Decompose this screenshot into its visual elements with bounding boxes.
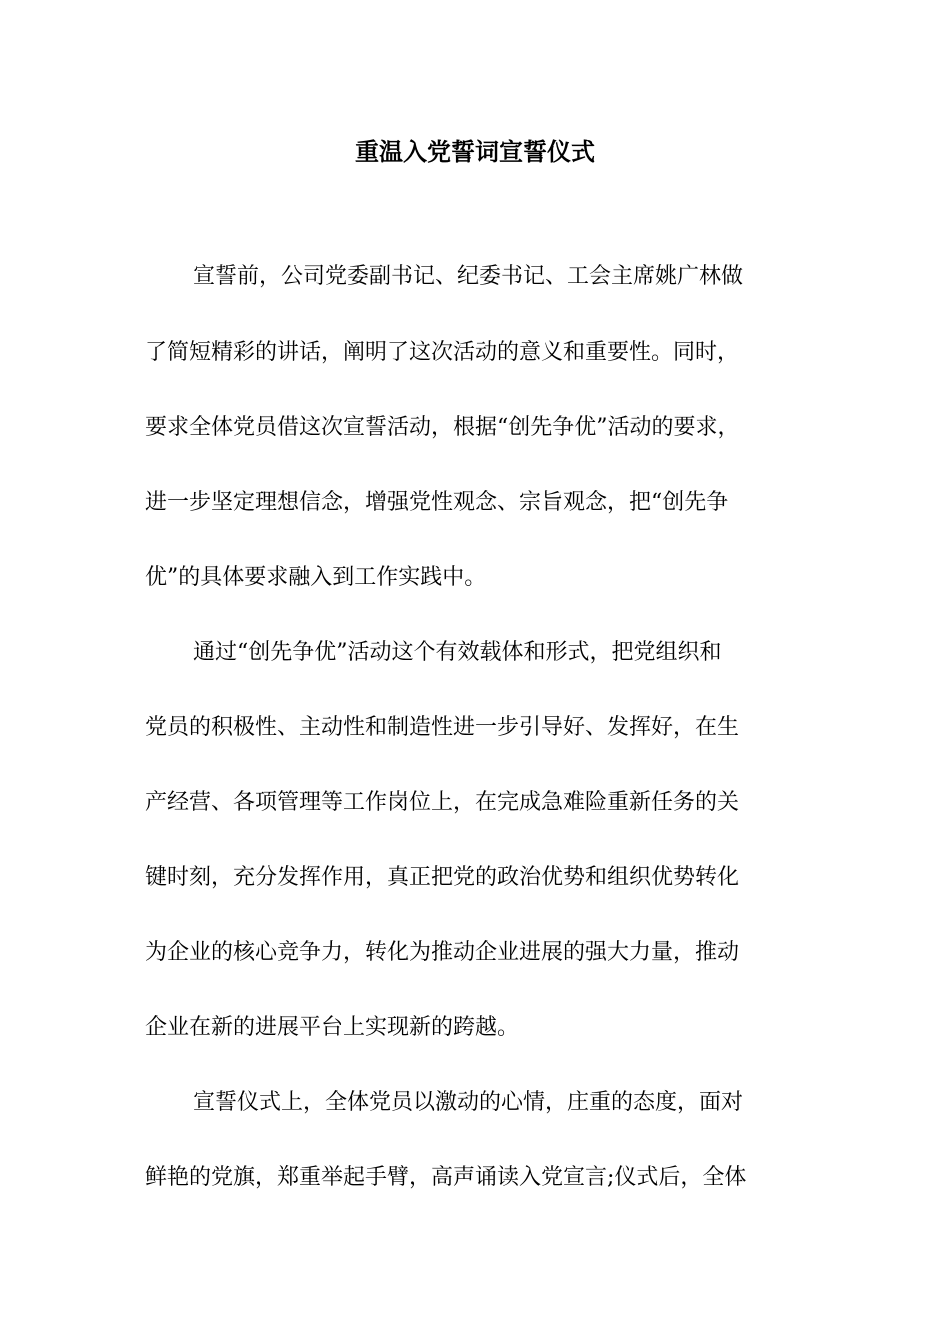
paragraph-line: 键时刻，充分发挥作用，真正把党的政治优势和组织优势转化 (145, 865, 740, 890)
paragraph-line: 了简短精彩的讲话，阐明了这次活动的意义和重要性。同时， (145, 340, 740, 365)
paragraph-line: 党员的积极性、主动性和制造性进一步引导好、发挥好，在生 (145, 715, 740, 740)
paragraph-line: 宣誓前，公司党委副书记、纪委书记、工会主席姚广林做 (193, 264, 744, 289)
paragraph-line: 产经营、各项管理等工作岗位上，在完成急难险重新任务的关 (145, 790, 740, 815)
paragraph-line: 进一步坚定理想信念，增强党性观念、宗旨观念，把“创先争 (145, 490, 729, 515)
paragraph-line: 鲜艳的党旗，郑重举起手臂，高声诵读入党宣言;仪式后，全体 (145, 1165, 747, 1190)
paragraph-line: 为企业的核心竞争力，转化为推动企业进展的强大力量，推动 (145, 940, 740, 965)
paragraph-line: 宣誓仪式上，全体党员以激动的心情，庄重的态度，面对 (193, 1090, 744, 1115)
page-title: 重温入党誓词宣誓仪式 (355, 137, 595, 166)
paragraph-line: 要求全体党员借这次宣誓活动，根据“创先争优”活动的要求， (145, 415, 740, 440)
paragraph-line: 优”的具体要求融入到工作实践中。 (145, 565, 487, 590)
paragraph-line: 通过“创先争优”活动这个有效载体和形式，把党组织和 (193, 640, 722, 665)
paragraph-line: 企业在新的进展平台上实现新的跨越。 (145, 1015, 520, 1040)
